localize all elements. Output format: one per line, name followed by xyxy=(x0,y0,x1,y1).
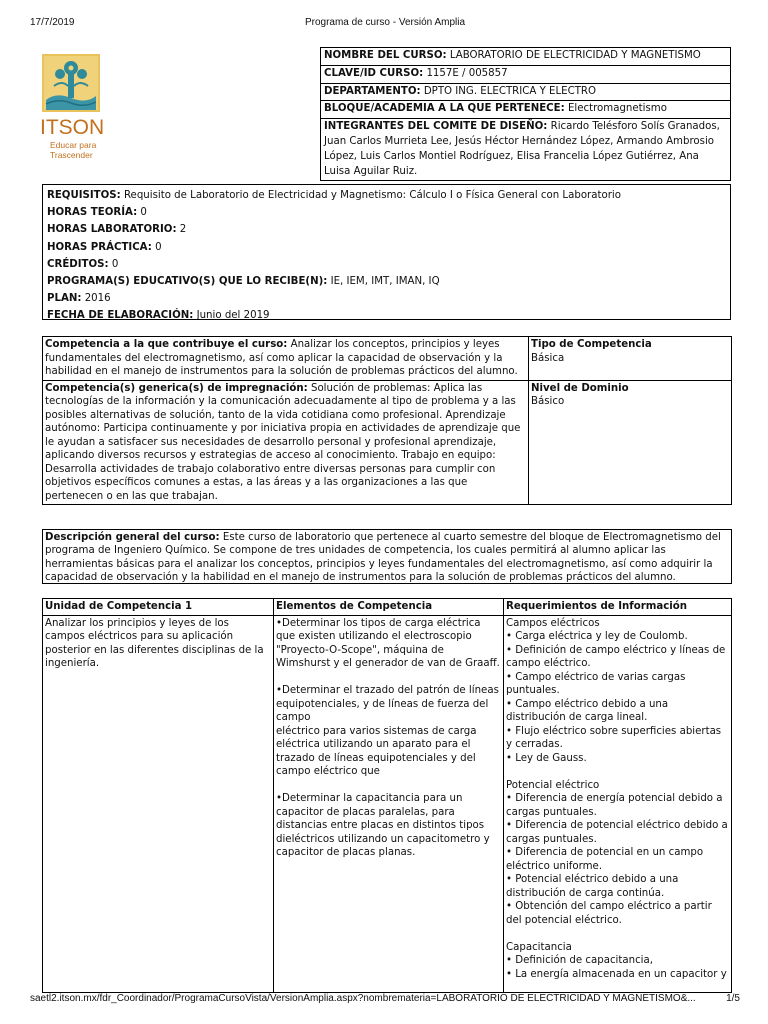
department: DPTO ING. ELECTRICA Y ELECTRO xyxy=(423,85,597,97)
competencies-table xyxy=(42,336,732,505)
plan-row xyxy=(47,290,726,307)
main-competency: Analizar los conceptos, principios y leyes fundamentales del electromagnetismo, así como aplicar la capacidad de observación y la habilidad en el manejo de instrumentos para la solución de problemas prácticos del alumno. xyxy=(45,339,518,377)
lab-hours-label: HORAS LABORATORIO: xyxy=(47,224,177,236)
course-info-table xyxy=(320,47,731,181)
course-description: Este curso de laboratorio que pertenece al cuarto semestre del bloque de Electromagnetismo del programa de Ingeniero Químico. Se compone de tres unidades de competencia, los cuales permitirá al alumno aplicar las herramientas básicas para el analizar los conceptos, principios y leyes fundamentales del electromagnetismo, así como adquirir la capacidad de observación y la habilidad en el manejo de instrumentos para la solución de problemas prácticos del alumno. xyxy=(45,532,721,584)
main-competency-label: Competencia a la que contribuye el curso: xyxy=(45,339,288,350)
elaboration-date-row xyxy=(47,307,726,324)
department-label: DEPARTAMENTO: xyxy=(324,85,421,97)
generic-competency-cell xyxy=(43,380,529,505)
req-item: • Definición de capacitancia, xyxy=(506,955,653,967)
unit-competency: Analizar los principios y leyes de los campos eléctricos para su aplicación posterior en las diferentes disciplinas de la ingeniería. xyxy=(45,617,264,670)
req-item: • Diferencia de energía potencial debido a cargas puntuales. xyxy=(506,793,723,818)
main-competency-cell xyxy=(43,337,529,381)
committee: Ricardo Telésforo Solís Granados, Juan Carlos Murrieta Lee, Jesús Héctor Hernández López, Armando Ambrosio López, Luis Carlos Montiel Rodríguez, Elisa Francelia López Gutiérrez, Ana Luisa Aguilar Ruiz. xyxy=(324,121,720,177)
course-id-cell xyxy=(321,65,731,83)
mastery-level-label: Nivel de Dominio xyxy=(531,382,629,394)
competency-type-label: Tipo de Competencia xyxy=(531,339,652,350)
practice-hours-row xyxy=(47,239,726,256)
requisites-row xyxy=(47,187,726,204)
req-item: • Potencial eléctrico debido a una distribución de carga continúa. xyxy=(506,874,679,899)
theory-hours-row xyxy=(47,204,726,221)
req-item: • Campo eléctrico de varias cargas puntuales. xyxy=(506,671,686,697)
req-group-title: Capacitancia xyxy=(506,941,572,953)
committee-cell xyxy=(321,119,731,181)
lab-hours-row xyxy=(47,221,726,238)
requisites: Requisito de Laboratorio de Electricidad y Magnetismo: Cálculo I o Física General con Laboratorio xyxy=(123,190,621,201)
elements-cell xyxy=(274,615,504,992)
req-item: • Obtención del campo eléctrico a partir del potencial eléctrico. xyxy=(506,901,712,926)
course-id: 1157E / 005857 xyxy=(426,67,508,79)
element-item: eléctrico para varios sistemas de carga eléctrica utilizando un aparato para el trazado de líneas equipotenciales y del campo eléctrico que xyxy=(276,725,477,778)
credits-label: CRÉDITOS: xyxy=(47,258,109,270)
req-item: • Ley de Gauss. xyxy=(506,752,587,764)
theory-hours: 0 xyxy=(140,207,147,219)
print-title: Programa de curso - Versión Amplia xyxy=(304,17,466,28)
page-number: 1/5 xyxy=(726,993,740,1004)
course-description-box xyxy=(42,529,732,584)
itson-seal-icon xyxy=(40,52,102,114)
req-item: • Flujo eléctrico sobre superficies abiertas y cerradas. xyxy=(506,725,722,751)
course-name-cell xyxy=(321,48,731,66)
practice-hours-label: HORAS PRÁCTICA: xyxy=(47,241,152,253)
competency-type-cell xyxy=(529,337,732,381)
footer-url: saetl2.itson.mx/fdr_Coordinador/ProgramaCursoVista/VersionAmplia.aspx?nombremateria=LABORATORIO DE ELECTRICIDAD Y MAGNETISMO&... xyxy=(30,993,696,1004)
requisites-label: REQUISITOS: xyxy=(47,190,121,201)
block-cell xyxy=(321,101,731,119)
plan: 2016 xyxy=(84,293,111,305)
course-name: LABORATORIO DE ELECTRICIDAD Y MAGNETISMO xyxy=(449,50,701,61)
req-item: • Diferencia de potencial eléctrico debido a cargas puntuales. xyxy=(506,820,728,845)
elements-header: Elementos de Competencia xyxy=(274,599,504,616)
element-item: •Determinar la capacitancia para un capacitor de placas paralelas, para distancias entre placas en distintos tipos dieléctricos utilizando un capacitometro y capacitor de placas planas. xyxy=(276,793,490,859)
course-id-label: CLAVE/ID CURSO: xyxy=(324,67,424,79)
unit-competency-table xyxy=(42,598,732,993)
requirements-box xyxy=(42,184,731,320)
req-item: • Diferencia de potencial en un campo eléctrico uniforme. xyxy=(506,847,704,872)
req-group-title: Campos eléctricos xyxy=(506,617,600,629)
req-item: • Campo eléctrico debido a una distribución de carga lineal. xyxy=(506,698,669,724)
req-item: • Definición de campo eléctrico y líneas de campo eléctrico. xyxy=(506,644,726,670)
logo-tagline-1: Educar para xyxy=(50,140,97,150)
unit-header: Unidad de Competencia 1 xyxy=(43,599,274,616)
print-date: 17/7/2019 xyxy=(30,17,75,28)
elaboration-date: Junio del 2019 xyxy=(196,310,270,322)
plan-label: PLAN: xyxy=(47,293,82,305)
element-item: •Determinar el trazado del patrón de líneas equipotenciales, y de líneas de fuerza del campo xyxy=(276,685,499,724)
req-item: • Carga eléctrica y ley de Coulomb. xyxy=(506,631,688,643)
logo-brand: ITSON xyxy=(40,116,105,139)
course-description-label: Descripción general del curso: xyxy=(45,532,220,543)
requirements-header: Requerimientos de Información xyxy=(504,599,732,616)
itson-logo xyxy=(40,52,110,160)
elaboration-date-label: FECHA DE ELABORACIÓN: xyxy=(47,310,194,322)
programs-label: PROGRAMA(S) EDUCATIVO(S) QUE LO RECIBE(N): xyxy=(47,276,328,288)
competency-type: Básica xyxy=(531,352,565,364)
mastery-level-cell xyxy=(529,380,732,505)
mastery-level: Básico xyxy=(531,396,565,407)
req-group-title: Potencial eléctrico xyxy=(506,779,600,791)
generic-competency-label: Competencia(s) generica(s) de impregnación: xyxy=(45,382,308,394)
theory-hours-label: HORAS TEORÍA: xyxy=(47,207,138,219)
credits-row xyxy=(47,256,726,273)
logo-tagline-2: Trascender xyxy=(50,150,93,160)
req-item: • La energía almacenada en un capacitor y xyxy=(506,968,727,980)
element-item: •Determinar los tipos de carga eléctrica que existen utilizando el electroscopio "Proyecto-O-Scope", máquina de Wimshurst y el generador de van de Graaff. xyxy=(276,617,500,670)
lab-hours: 2 xyxy=(179,224,187,236)
practice-hours: 0 xyxy=(155,241,162,253)
generic-competency: Solución de problemas: Aplica las tecnologías de la información y la comunicación adecuadamente al tipo de problema y a las posibles alternativas de solución, tanto de la vida cotidiana como profesional. Aprendizaje autónomo: Participa continuamente y por iniciativa propia en actividades de aprendizaje que le ayudan a satisfacer sus necesidades de desarrollo personal y profesional aprendizaje, aplicando diversos recursos y estrategias de acceso al conocimiento. Trabajo en equipo: Desarrolla actividades de trabajo colaborativo entre diversas personas para cumplir con objetivos específicos comunes a estas, a las áreas y a las organizaciones a las que pertenecen o en las que trabajan. xyxy=(45,382,521,502)
unit-competency-cell xyxy=(43,615,274,992)
programs: IE, IEM, IMT, IMAN, IQ xyxy=(330,276,440,288)
block-label: BLOQUE/ACADEMIA A LA QUE PERTENECE: xyxy=(324,103,565,115)
credits: 0 xyxy=(111,258,119,270)
block: Electromagnetismo xyxy=(567,103,667,115)
course-name-label: NOMBRE DEL CURSO: xyxy=(324,50,447,61)
requirements-cell xyxy=(504,615,732,992)
committee-label: INTEGRANTES DEL COMITE DE DISEÑO: xyxy=(324,121,548,133)
department-cell xyxy=(321,83,731,101)
programs-row xyxy=(47,273,726,290)
